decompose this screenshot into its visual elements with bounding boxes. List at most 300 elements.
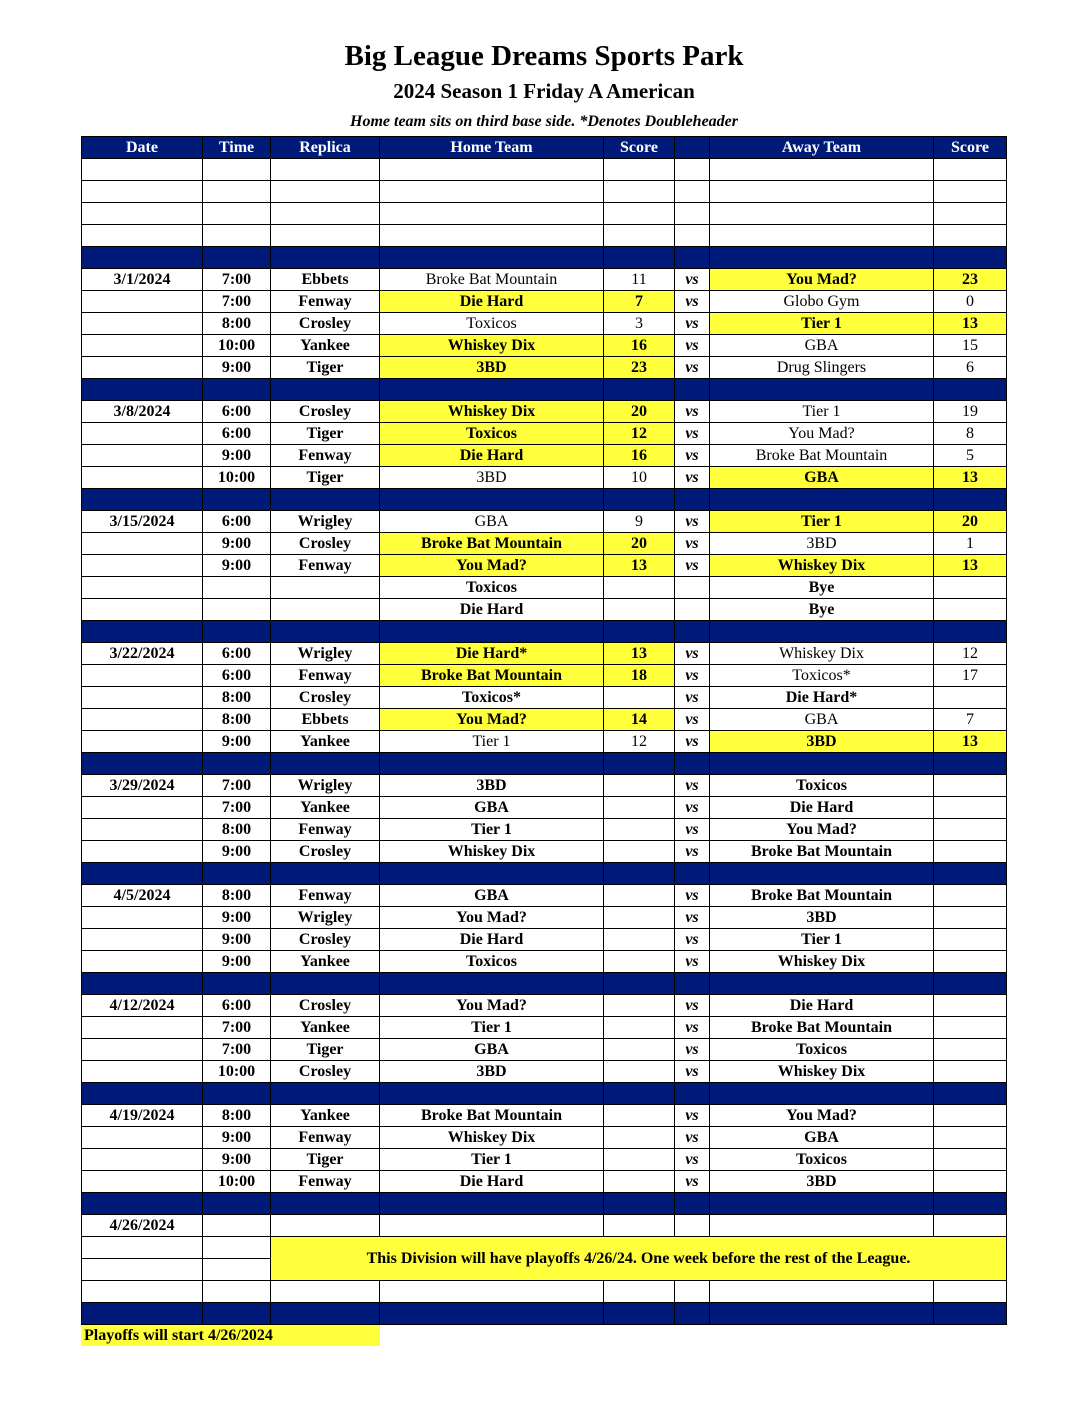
empty-cell xyxy=(82,1303,203,1325)
blank-row xyxy=(82,225,1007,247)
bye-row xyxy=(82,599,1007,621)
empty-cell xyxy=(604,753,675,775)
away-team: Broke Bat Mountain xyxy=(710,445,934,467)
away-team: Broke Bat Mountain xyxy=(710,1017,934,1039)
away-score: 13 xyxy=(934,467,1007,489)
empty-cell xyxy=(380,489,604,511)
game-date: 3/8/2024 xyxy=(82,401,203,423)
empty-cell xyxy=(380,247,604,269)
home-score xyxy=(604,885,675,907)
home-team: Toxicos xyxy=(380,951,604,973)
away-score xyxy=(934,1039,1007,1061)
vs-label: vs xyxy=(675,643,710,665)
game-time: 8:00 xyxy=(203,313,271,335)
empty-cell xyxy=(675,379,710,401)
away-team: 3BD xyxy=(710,907,934,929)
game-time: 7:00 xyxy=(203,775,271,797)
game-time: 6:00 xyxy=(203,643,271,665)
vs-label: vs xyxy=(675,797,710,819)
game-time: 10:00 xyxy=(203,1171,271,1193)
game-time: 9:00 xyxy=(203,555,271,577)
empty-cell xyxy=(604,1303,675,1325)
game-date xyxy=(82,335,203,357)
empty-cell xyxy=(934,1193,1007,1215)
home-score xyxy=(604,1039,675,1061)
game-time: 9:00 xyxy=(203,951,271,973)
away-score: 8 xyxy=(934,423,1007,445)
empty-cell xyxy=(380,753,604,775)
empty-cell xyxy=(82,1259,203,1281)
game-row xyxy=(82,401,1007,423)
field-replica: Crosley xyxy=(271,841,380,863)
game-date xyxy=(82,1039,203,1061)
game-time: 6:00 xyxy=(203,423,271,445)
empty-cell xyxy=(604,577,675,599)
home-score xyxy=(604,1127,675,1149)
empty-cell xyxy=(203,1281,271,1303)
field-replica: Fenway xyxy=(271,291,380,313)
game-time: 9:00 xyxy=(203,841,271,863)
vs-label: vs xyxy=(675,731,710,753)
away-score xyxy=(934,995,1007,1017)
game-time: 7:00 xyxy=(203,797,271,819)
game-date xyxy=(82,797,203,819)
empty-cell xyxy=(675,247,710,269)
empty-cell xyxy=(271,225,380,247)
field-replica: Fenway xyxy=(271,665,380,687)
home-team: Die Hard xyxy=(380,445,604,467)
empty-cell xyxy=(271,973,380,995)
home-score xyxy=(604,819,675,841)
field-replica: Wrigley xyxy=(271,775,380,797)
home-team: Broke Bat Mountain xyxy=(380,1105,604,1127)
week-separator-row xyxy=(82,489,1007,511)
home-score xyxy=(604,1017,675,1039)
empty-cell xyxy=(710,973,934,995)
col-header-away-score: Score xyxy=(934,137,1007,159)
game-time: 9:00 xyxy=(203,445,271,467)
away-team: Tier 1 xyxy=(710,511,934,533)
away-score xyxy=(934,929,1007,951)
vs-label: vs xyxy=(675,357,710,379)
home-team: Whiskey Dix xyxy=(380,841,604,863)
away-team: You Mad? xyxy=(710,269,934,291)
away-score xyxy=(934,797,1007,819)
away-score xyxy=(934,951,1007,973)
empty-cell xyxy=(675,621,710,643)
empty-cell xyxy=(271,1215,380,1237)
home-team: Tier 1 xyxy=(380,1017,604,1039)
empty-cell xyxy=(203,1215,271,1237)
home-score: 7 xyxy=(604,291,675,313)
game-date xyxy=(82,1127,203,1149)
field-replica: Tiger xyxy=(271,357,380,379)
game-date xyxy=(82,1171,203,1193)
empty-cell xyxy=(934,1083,1007,1105)
vs-label: vs xyxy=(675,533,710,555)
vs-label: vs xyxy=(675,1127,710,1149)
away-team: Toxicos* xyxy=(710,665,934,687)
away-team: Tier 1 xyxy=(710,401,934,423)
game-date xyxy=(82,291,203,313)
empty-cell xyxy=(82,753,203,775)
away-score: 17 xyxy=(934,665,1007,687)
home-team: GBA xyxy=(380,511,604,533)
game-date xyxy=(82,1061,203,1083)
playoff-banner-row xyxy=(82,1237,1007,1259)
empty-cell xyxy=(203,203,271,225)
game-date: 4/12/2024 xyxy=(82,995,203,1017)
empty-cell xyxy=(710,247,934,269)
empty-cell xyxy=(380,863,604,885)
field-replica: Fenway xyxy=(271,885,380,907)
away-score: 20 xyxy=(934,511,1007,533)
home-score: 13 xyxy=(604,643,675,665)
home-score: 20 xyxy=(604,533,675,555)
home-team: Toxicos xyxy=(380,577,604,599)
home-team: Die Hard* xyxy=(380,643,604,665)
game-time: 9:00 xyxy=(203,1149,271,1171)
away-team: Tier 1 xyxy=(710,929,934,951)
home-team: 3BD xyxy=(380,467,604,489)
field-replica: Crosley xyxy=(271,929,380,951)
game-time: 9:00 xyxy=(203,357,271,379)
field-replica: Yankee xyxy=(271,951,380,973)
home-team: Whiskey Dix xyxy=(380,1127,604,1149)
week-separator-row xyxy=(82,1303,1007,1325)
empty-cell xyxy=(604,247,675,269)
empty-cell xyxy=(380,159,604,181)
game-date xyxy=(82,687,203,709)
home-score: 13 xyxy=(604,555,675,577)
col-header-home-score: Score xyxy=(604,137,675,159)
home-score: 20 xyxy=(604,401,675,423)
home-team: Toxicos* xyxy=(380,687,604,709)
home-score: 23 xyxy=(604,357,675,379)
home-team: 3BD xyxy=(380,775,604,797)
empty-cell xyxy=(380,1281,604,1303)
home-team: Toxicos xyxy=(380,423,604,445)
home-team: You Mad? xyxy=(380,995,604,1017)
game-date xyxy=(82,533,203,555)
game-time: 10:00 xyxy=(203,335,271,357)
home-team: 3BD xyxy=(380,1061,604,1083)
empty-cell xyxy=(710,379,934,401)
away-team: Whiskey Dix xyxy=(710,555,934,577)
empty-cell xyxy=(604,1215,675,1237)
home-score: 14 xyxy=(604,709,675,731)
empty-cell xyxy=(82,863,203,885)
empty-cell xyxy=(82,181,203,203)
away-score: 13 xyxy=(934,313,1007,335)
away-score xyxy=(934,907,1007,929)
schedule-body xyxy=(82,159,1007,1325)
vs-label: vs xyxy=(675,401,710,423)
field-replica: Wrigley xyxy=(271,511,380,533)
field-replica: Fenway xyxy=(271,819,380,841)
home-team: Die Hard xyxy=(380,599,604,621)
empty-cell xyxy=(82,203,203,225)
away-score: 1 xyxy=(934,533,1007,555)
empty-cell xyxy=(675,863,710,885)
empty-cell xyxy=(203,379,271,401)
empty-cell xyxy=(675,577,710,599)
game-row xyxy=(82,643,1007,665)
away-score: 5 xyxy=(934,445,1007,467)
vs-label: vs xyxy=(675,445,710,467)
field-replica: Tiger xyxy=(271,1039,380,1061)
empty-cell xyxy=(604,863,675,885)
game-row xyxy=(82,951,1007,973)
field-replica: Tiger xyxy=(271,467,380,489)
home-score xyxy=(604,995,675,1017)
away-score: 6 xyxy=(934,357,1007,379)
away-team: Toxicos xyxy=(710,1039,934,1061)
empty-cell xyxy=(675,973,710,995)
game-date xyxy=(82,313,203,335)
game-date xyxy=(82,357,203,379)
home-score: 12 xyxy=(604,423,675,445)
empty-cell xyxy=(604,203,675,225)
empty-cell xyxy=(710,621,934,643)
away-team: Whiskey Dix xyxy=(710,643,934,665)
away-score xyxy=(934,841,1007,863)
game-date xyxy=(82,929,203,951)
game-time: 8:00 xyxy=(203,709,271,731)
game-row xyxy=(82,995,1007,1017)
game-row xyxy=(82,731,1007,753)
field-replica: Crosley xyxy=(271,533,380,555)
blank-row xyxy=(82,1281,1007,1303)
away-team: GBA xyxy=(710,709,934,731)
bye-row xyxy=(82,577,1007,599)
home-team: Whiskey Dix xyxy=(380,401,604,423)
game-date xyxy=(82,665,203,687)
away-score xyxy=(934,885,1007,907)
away-team: Die Hard xyxy=(710,797,934,819)
empty-cell xyxy=(203,1303,271,1325)
vs-label: vs xyxy=(675,907,710,929)
game-time: 7:00 xyxy=(203,1039,271,1061)
empty-cell xyxy=(203,973,271,995)
away-score: 0 xyxy=(934,291,1007,313)
empty-cell xyxy=(203,599,271,621)
game-row xyxy=(82,291,1007,313)
game-time: 9:00 xyxy=(203,731,271,753)
away-team: You Mad? xyxy=(710,1105,934,1127)
home-score xyxy=(604,841,675,863)
game-time: 7:00 xyxy=(203,291,271,313)
home-score: 3 xyxy=(604,313,675,335)
away-team: GBA xyxy=(710,335,934,357)
empty-cell xyxy=(604,181,675,203)
empty-cell xyxy=(203,489,271,511)
home-score xyxy=(604,1149,675,1171)
empty-cell xyxy=(271,1193,380,1215)
empty-cell xyxy=(934,599,1007,621)
home-score xyxy=(604,1105,675,1127)
empty-cell xyxy=(934,753,1007,775)
game-date xyxy=(82,907,203,929)
empty-cell xyxy=(934,1303,1007,1325)
empty-cell xyxy=(675,1281,710,1303)
vs-label: vs xyxy=(675,1171,710,1193)
empty-cell xyxy=(675,1303,710,1325)
vs-label: vs xyxy=(675,995,710,1017)
col-header-away-team: Away Team xyxy=(710,137,934,159)
empty-cell xyxy=(203,159,271,181)
game-row xyxy=(82,445,1007,467)
game-date xyxy=(82,445,203,467)
away-team: GBA xyxy=(710,1127,934,1149)
game-time: 6:00 xyxy=(203,995,271,1017)
empty-cell xyxy=(82,1281,203,1303)
home-score: 10 xyxy=(604,467,675,489)
game-date: 4/26/2024 xyxy=(82,1215,203,1237)
week-separator-row xyxy=(82,621,1007,643)
empty-cell xyxy=(271,599,380,621)
game-row xyxy=(82,687,1007,709)
field-replica: Yankee xyxy=(271,731,380,753)
away-team: Die Hard* xyxy=(710,687,934,709)
empty-cell xyxy=(203,753,271,775)
game-row xyxy=(82,1171,1007,1193)
field-replica: Tiger xyxy=(271,423,380,445)
game-date xyxy=(82,731,203,753)
field-replica: Tiger xyxy=(271,1149,380,1171)
vs-label: vs xyxy=(675,1039,710,1061)
away-team: Whiskey Dix xyxy=(710,1061,934,1083)
empty-cell xyxy=(710,181,934,203)
home-team: You Mad? xyxy=(380,709,604,731)
empty-cell xyxy=(675,203,710,225)
game-date xyxy=(82,467,203,489)
empty-cell xyxy=(203,1083,271,1105)
away-team: GBA xyxy=(710,467,934,489)
home-team: 3BD xyxy=(380,357,604,379)
game-time: 8:00 xyxy=(203,885,271,907)
game-date xyxy=(82,1017,203,1039)
empty-cell xyxy=(934,973,1007,995)
field-replica: Crosley xyxy=(271,313,380,335)
away-team: Toxicos xyxy=(710,1149,934,1171)
empty-cell xyxy=(82,379,203,401)
away-team: 3BD xyxy=(710,1171,934,1193)
game-row xyxy=(82,533,1007,555)
field-replica: Crosley xyxy=(271,995,380,1017)
empty-cell xyxy=(203,1259,271,1281)
empty-cell xyxy=(380,181,604,203)
vs-label: vs xyxy=(675,555,710,577)
field-replica: Fenway xyxy=(271,555,380,577)
week-separator-row xyxy=(82,247,1007,269)
home-score xyxy=(604,929,675,951)
game-row xyxy=(82,1017,1007,1039)
game-time: 10:00 xyxy=(203,467,271,489)
field-replica: Yankee xyxy=(271,1017,380,1039)
empty-cell xyxy=(380,1193,604,1215)
vs-label: vs xyxy=(675,951,710,973)
game-date xyxy=(82,423,203,445)
game-row xyxy=(82,467,1007,489)
empty-cell xyxy=(675,599,710,621)
empty-cell xyxy=(934,203,1007,225)
field-replica: Crosley xyxy=(271,401,380,423)
empty-cell xyxy=(380,203,604,225)
away-team: 3BD xyxy=(710,731,934,753)
empty-cell xyxy=(604,379,675,401)
home-team: GBA xyxy=(380,1039,604,1061)
away-team: Globo Gym xyxy=(710,291,934,313)
empty-cell xyxy=(675,159,710,181)
vs-label: vs xyxy=(675,511,710,533)
away-score: 19 xyxy=(934,401,1007,423)
blank-row xyxy=(82,159,1007,181)
empty-cell xyxy=(934,225,1007,247)
game-time: 9:00 xyxy=(203,1127,271,1149)
empty-cell xyxy=(82,159,203,181)
empty-cell xyxy=(271,863,380,885)
empty-cell xyxy=(203,1193,271,1215)
home-team: Broke Bat Mountain xyxy=(380,665,604,687)
field-replica: Crosley xyxy=(271,687,380,709)
field-replica: Crosley xyxy=(271,1061,380,1083)
vs-label: vs xyxy=(675,665,710,687)
home-score: 18 xyxy=(604,665,675,687)
away-team: Broke Bat Mountain xyxy=(710,885,934,907)
empty-cell xyxy=(934,863,1007,885)
empty-cell xyxy=(380,379,604,401)
empty-cell xyxy=(82,225,203,247)
away-team: Tier 1 xyxy=(710,313,934,335)
vs-label: vs xyxy=(675,269,710,291)
playoff-banner: This Division will have playoffs 4/26/24. One week before the rest of the League. xyxy=(271,1237,1007,1281)
away-score xyxy=(934,1127,1007,1149)
schedule-table xyxy=(81,136,1007,1325)
empty-cell xyxy=(271,577,380,599)
game-time: 9:00 xyxy=(203,533,271,555)
week-separator-row xyxy=(82,863,1007,885)
empty-cell xyxy=(710,1215,934,1237)
vs-label: vs xyxy=(675,885,710,907)
home-score xyxy=(604,907,675,929)
empty-cell xyxy=(82,1083,203,1105)
game-date xyxy=(82,555,203,577)
game-date xyxy=(82,841,203,863)
empty-cell xyxy=(675,1083,710,1105)
empty-cell xyxy=(271,379,380,401)
col-header-time: Time xyxy=(203,137,271,159)
empty-cell xyxy=(934,159,1007,181)
vs-label: vs xyxy=(675,1017,710,1039)
empty-cell xyxy=(271,1281,380,1303)
vs-label: vs xyxy=(675,841,710,863)
empty-cell xyxy=(934,1215,1007,1237)
empty-cell xyxy=(82,577,203,599)
game-time: 8:00 xyxy=(203,687,271,709)
empty-cell xyxy=(710,159,934,181)
empty-cell xyxy=(203,247,271,269)
field-replica: Fenway xyxy=(271,1171,380,1193)
empty-cell xyxy=(604,1083,675,1105)
away-score: 15 xyxy=(934,335,1007,357)
vs-label: vs xyxy=(675,709,710,731)
empty-cell xyxy=(203,577,271,599)
home-team: GBA xyxy=(380,797,604,819)
game-row xyxy=(82,1127,1007,1149)
empty-cell xyxy=(675,225,710,247)
home-team: Toxicos xyxy=(380,313,604,335)
